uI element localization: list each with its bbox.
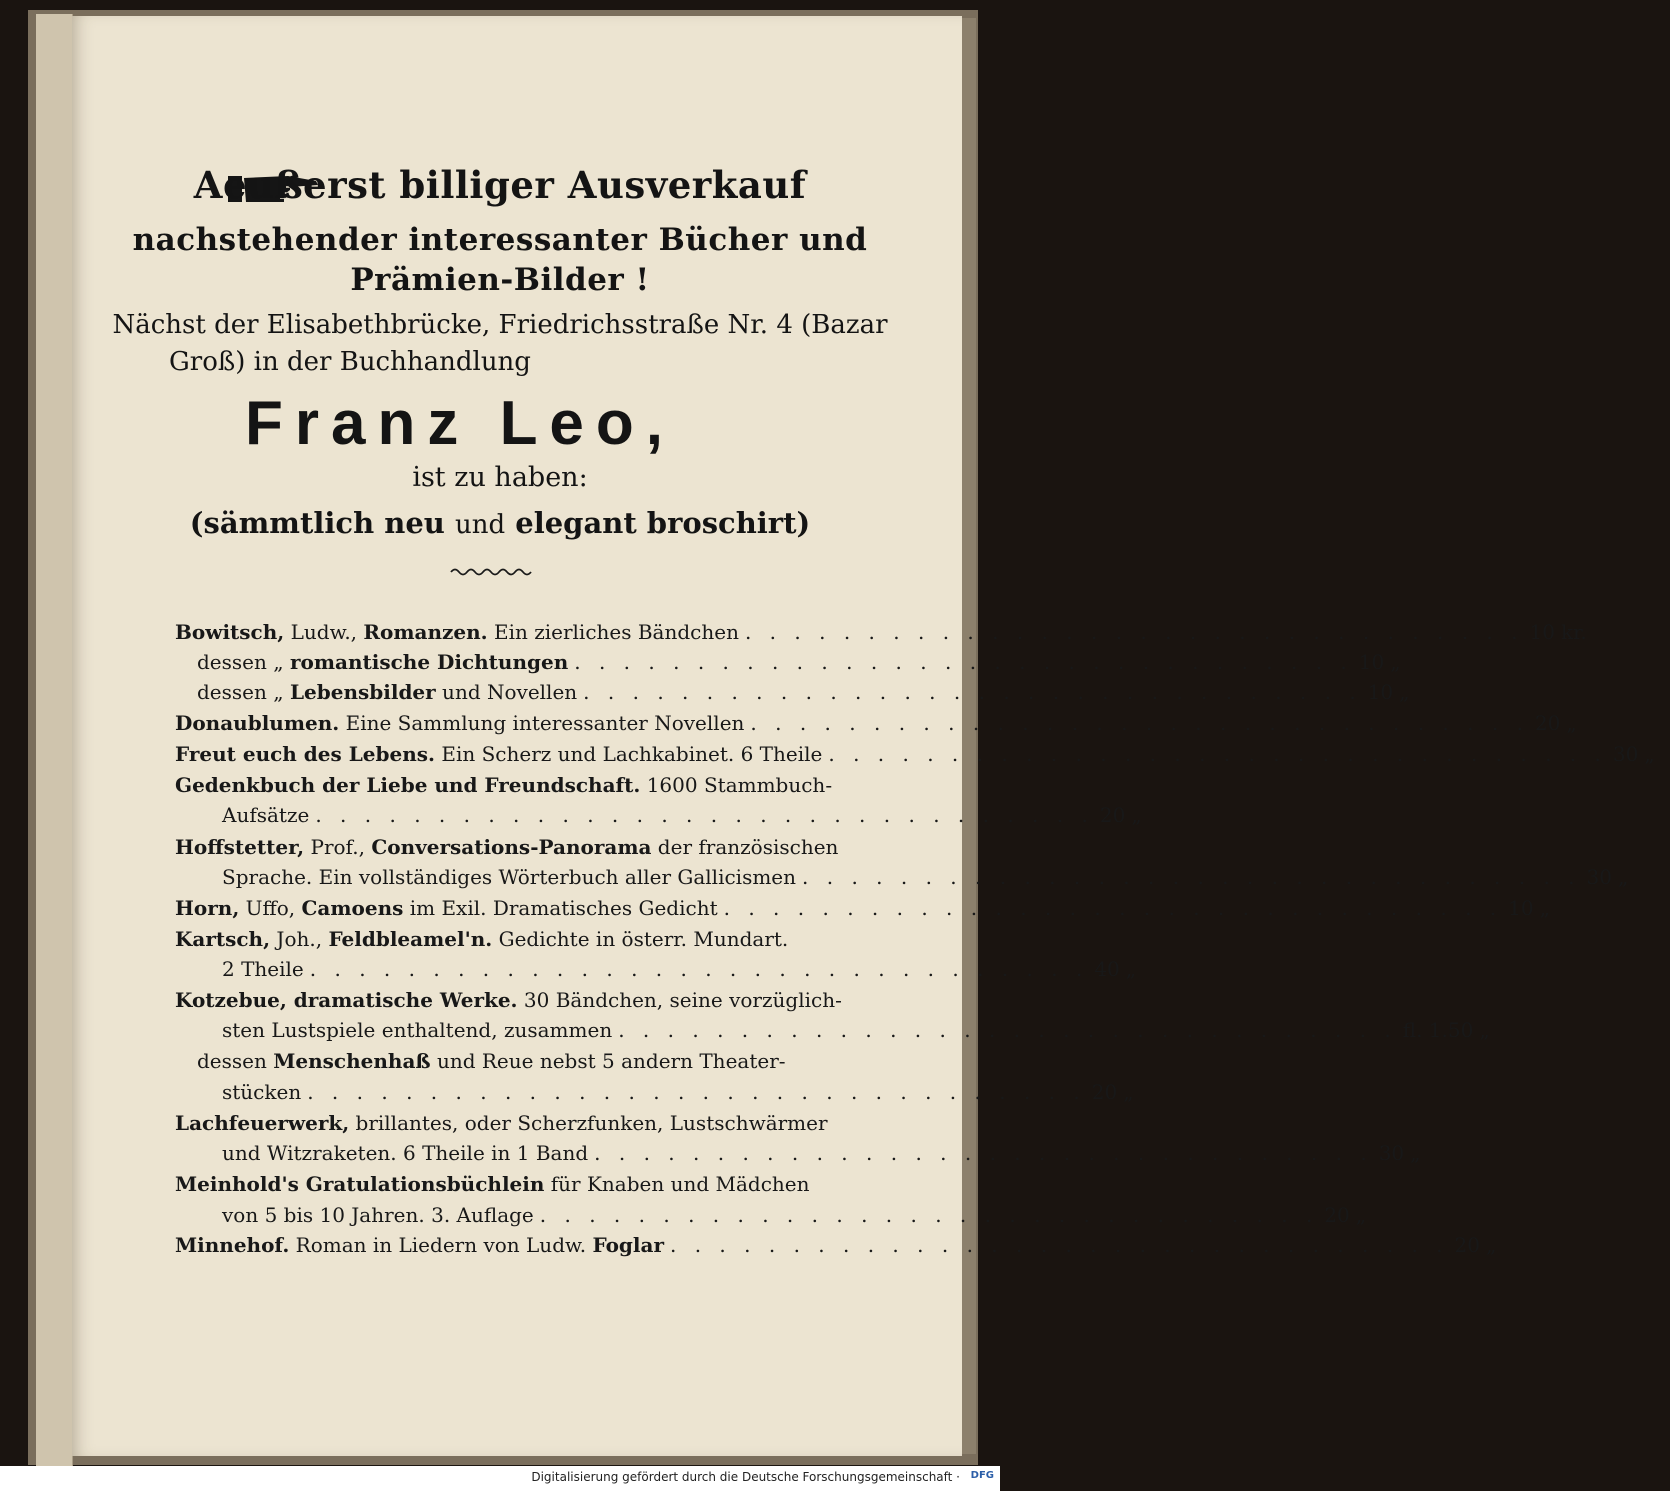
entry-part-b: 30 Bändchen, seine vorzüglich- <box>517 988 842 1012</box>
address-line: Nächst der Elisabethbrücke, Friedrichsstraße Nr. 4 (Bazar <box>112 310 888 340</box>
entry-part-a: Bowitsch, <box>175 620 285 644</box>
list-item <box>175 711 1577 741</box>
list-item <box>197 680 1410 710</box>
dfg-logo: DFG <box>970 1470 994 1481</box>
entry-part-c: romantische Dichtungen <box>289 650 569 674</box>
entry-text <box>175 835 838 859</box>
entry-part-a: Lachfeuerwerk, <box>175 1111 350 1135</box>
entry-text <box>175 927 788 951</box>
entry-part-a: Kartsch, <box>175 927 271 951</box>
entry-part-b: brillantes, oder Scherzfunken, Lustschwärmer <box>349 1111 828 1135</box>
entry-unit: „ <box>1131 803 1142 827</box>
entry-price: 20 <box>1324 1203 1350 1227</box>
entry-price: 10 <box>1529 620 1555 644</box>
list-item <box>175 1111 840 1141</box>
entry-price: 20 <box>1099 803 1126 827</box>
entry-unit: „ <box>1123 1080 1134 1104</box>
entry-part-b: Roman in Liedern von Ludw. <box>289 1233 593 1257</box>
entry-part-d: und Novellen <box>435 680 578 704</box>
entry-part-a: von 5 bis 10 Jahren. 3. Auflage <box>222 1203 534 1227</box>
list-item <box>175 988 840 1018</box>
leader-dots: . . . . . . . . . . . . . . . . . . . . . . . . . . . . . . . . <box>574 650 1353 674</box>
shop-name: Franz Leo, <box>244 389 676 458</box>
leader-dots: . . . . . . . . . . . . . . . . . . . . . . . . . . . . . . . . <box>670 1233 1449 1257</box>
entry-part-a: dessen <box>197 650 267 674</box>
leader-dots: . . . . . . . . . . . . . . . . . . . . . . . . . . . . . . . . <box>594 1141 1373 1165</box>
entry-price: 40 <box>1094 957 1120 981</box>
entry-text <box>222 1080 301 1104</box>
entry-part-d: im Exil. Dramatisches Gedicht <box>403 896 718 920</box>
entry-part-b: Ludw., <box>284 620 364 644</box>
entry-part-a: Donaublumen. <box>175 711 340 735</box>
subheadline-2: Prämien-Bilder ! <box>350 262 650 298</box>
entry-part-c: Foglar <box>592 1233 664 1257</box>
entry-part-a: Freut euch des Lebens. <box>175 742 435 766</box>
leader-dots: . . . . . . . . . . . . . . . . . . . . . . . . . . . . . . . . <box>309 957 1089 981</box>
entry-text <box>222 1203 534 1227</box>
leader-dots: . . . . . . . . . . . . . . . . . . . . . . . . . . . . . . . . <box>618 1018 1397 1042</box>
entry-part-d: Gedichte in österr. Mundart. <box>492 927 789 951</box>
entry-text <box>222 865 796 889</box>
leader-dots: . . . . . . . . . . . . . . . . . . . . . . . . . . . . . . . . <box>744 620 1524 644</box>
entry-unit: kr. <box>1560 620 1587 644</box>
entry-unit: „ <box>1399 680 1410 704</box>
entry-text <box>222 957 304 981</box>
entry-part-a: 2 Theile <box>222 957 304 981</box>
entry-text <box>175 988 842 1012</box>
entry-part-a: Sprache. Ein vollständiges Wörterbuch aller Gallicismen <box>222 865 797 889</box>
entry-price: 30 <box>1378 1141 1405 1165</box>
entry-part-a: stücken <box>222 1080 302 1104</box>
entry-price: 10 <box>1367 680 1394 704</box>
list-item <box>175 773 840 803</box>
entry-part-a: Aufsätze <box>222 803 310 827</box>
entry-unit: „ <box>1390 650 1401 674</box>
entry-text <box>197 650 568 674</box>
footer-credit: Digitalisierung gefördert durch die Deutsche Forschungsgemeinschaft · <box>531 1470 960 1484</box>
wavy-divider <box>449 566 533 578</box>
entry-text <box>222 1018 612 1042</box>
entry-part-b: Eine Sammlung interessanter Novellen <box>339 711 745 735</box>
entry-part-a: dessen <box>197 680 267 704</box>
entry-price: fl. 1.50 <box>1402 1018 1474 1042</box>
leader-dots: . . . . . . . . . . . . . . . . . . . . . . . . . . . . . . . . <box>802 865 1581 889</box>
leader-dots: . . . . . . . . . . . . . . . . . . . . . . . . . . . . . . . . <box>315 803 1094 827</box>
entry-part-a: Hoffstetter, <box>175 835 305 859</box>
entry-part-b: „ <box>266 650 290 674</box>
list-item <box>222 865 1629 895</box>
entry-part-a: Meinhold's Gratulationsbüchlein <box>175 1172 545 1196</box>
headline: Aeußerst billiger Ausverkauf <box>193 163 807 207</box>
entry-part-b: Uffo, <box>239 896 302 920</box>
entry-price: 20 <box>1454 1233 1480 1257</box>
entry-part-a: sten Lustspiele enthaltend, zusammen <box>222 1018 613 1042</box>
leader-dots: . . . . . . . . . . . . . . . . . . . . . . . . . . . . . . . . <box>307 1080 1086 1104</box>
entry-part-c: Feldbleamel'n. <box>328 927 493 951</box>
list-item <box>175 927 840 957</box>
list-item <box>222 1141 1421 1171</box>
entry-price: 10 <box>1508 896 1534 920</box>
leader-dots: . . . . . . . . . . . . . . . . . . . . . . . . . . . . . . . . <box>539 1203 1319 1227</box>
entry-price: 10 <box>1358 650 1385 674</box>
entry-text <box>175 1172 810 1196</box>
condition-open: (sämmtlich neu <box>189 506 445 540</box>
entry-part-d: und Reue nebst 5 andern Theater- <box>430 1049 786 1073</box>
list-item <box>175 620 1587 650</box>
list-item <box>197 650 1401 680</box>
entry-part-c: Romanzen. <box>363 620 488 644</box>
leader-dots: . . . . . . . . . . . . . . . . . . . . . . . . . . . . . . . . <box>750 711 1529 735</box>
list-item <box>175 896 1550 926</box>
entry-text <box>175 896 718 920</box>
list-item <box>222 803 1142 833</box>
entry-part-c: Camoens <box>301 896 404 920</box>
entry-unit: „ <box>1125 957 1137 981</box>
list-item <box>222 957 1137 987</box>
list-item <box>197 1049 840 1079</box>
entry-unit: „ <box>1618 865 1629 889</box>
entry-part-a: und Witzraketen. 6 Theile in 1 Band <box>222 1141 589 1165</box>
entry-part-a: Gedenkbuch der Liebe und Freundschaft. <box>175 773 641 797</box>
entry-part-b: für Knaben und Mädchen <box>544 1172 810 1196</box>
entry-text <box>197 1049 786 1073</box>
entry-part-a: Horn, <box>175 896 240 920</box>
list-item <box>175 742 1655 772</box>
list-item <box>222 1203 1367 1233</box>
entry-part-b: Prof., <box>304 835 372 859</box>
list-item <box>175 835 840 865</box>
entry-text <box>175 711 744 735</box>
list-item <box>175 1233 1497 1263</box>
entry-unit: „ <box>1355 1203 1367 1227</box>
condition-close: elegant broschirt) <box>515 506 811 540</box>
entry-unit: „ <box>1485 1233 1497 1257</box>
condition-and: und <box>455 510 506 540</box>
entry-price: 30 <box>1586 865 1612 889</box>
entry-unit: „ <box>1644 742 1655 766</box>
entry-price: 20 <box>1534 711 1561 735</box>
leader-dots: . . . . . . . . . . . . . . . . . . . . . . . . . . . . . . . . <box>723 896 1503 920</box>
entry-part-a: Kotzebue, dramatische Werke. <box>175 988 518 1012</box>
entry-part-a: Minnehof. <box>175 1233 290 1257</box>
availability: ist zu haben: <box>412 462 588 493</box>
footer-bar <box>0 1466 1000 1491</box>
entry-part-d: der französischen <box>651 835 839 859</box>
entry-unit: „ <box>1410 1141 1421 1165</box>
entry-part-c: Lebensbilder <box>289 680 436 704</box>
leader-dots: . . . . . . . . . . . . . . . . . . . . . . . . . . . . . . . . <box>828 742 1607 766</box>
entry-text <box>222 803 309 827</box>
entry-price: 30 <box>1612 742 1639 766</box>
entry-part-d: Ein zierliches Bändchen <box>487 620 739 644</box>
entry-text <box>197 680 577 704</box>
entry-part-b: Joh., <box>270 927 329 951</box>
entry-part-c: Menschenhaß <box>273 1049 431 1073</box>
entry-part-c: Conversations-Panorama <box>371 835 652 859</box>
condition-note <box>0 506 1000 540</box>
subheadline: nachstehender interessanter Bücher und <box>132 222 868 258</box>
list-item <box>175 1172 840 1202</box>
entry-part-b: Ein Scherz und Lachkabinet. 6 Theile <box>435 742 823 766</box>
entry-text <box>222 1141 588 1165</box>
entry-price: 20 <box>1091 1080 1118 1104</box>
address-line-2: Groß) in der Buchhandlung <box>169 347 531 377</box>
entry-text <box>175 1111 828 1135</box>
entry-text <box>175 620 739 644</box>
entry-part-b: „ <box>266 680 290 704</box>
entry-text <box>175 742 822 766</box>
entry-unit: „ <box>1566 711 1577 735</box>
list-item <box>222 1018 1490 1048</box>
entry-text <box>175 773 832 797</box>
leader-dots: . . . . . . . . . . . . . . . . . . . . . . . . . . . . . . . . <box>583 680 1362 704</box>
list-item <box>222 1080 1134 1110</box>
entry-unit: „ <box>1539 896 1550 920</box>
entry-part-b: 1600 Stammbuch- <box>640 773 833 797</box>
entry-unit: „ <box>1479 1018 1490 1042</box>
entry-text <box>175 1233 664 1257</box>
entry-part-a: dessen <box>197 1049 274 1073</box>
